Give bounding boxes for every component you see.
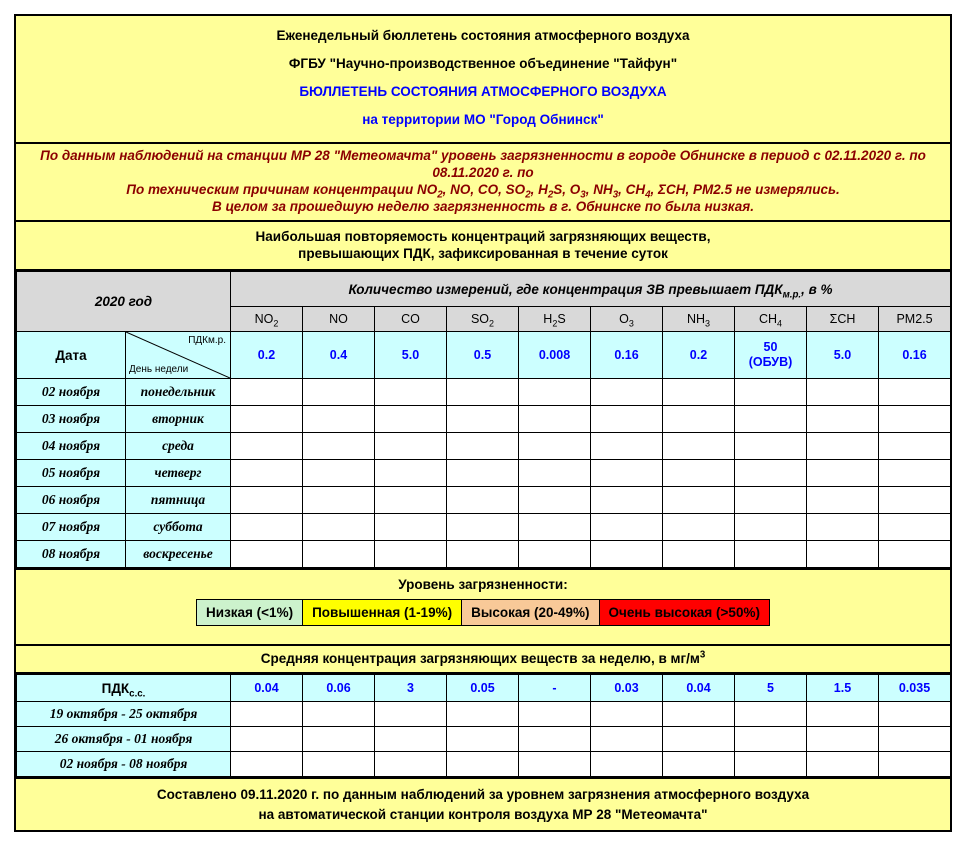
measurement-cell [879, 514, 951, 541]
weekly-average-cell [807, 752, 879, 777]
pdk-ss-value-no: 0.06 [303, 675, 375, 702]
weekly-average-title: Средняя концентрация загрязняющих веществ за неделю, в $мг/м^3$ [16, 646, 950, 674]
measurement-cell [879, 406, 951, 433]
measurement-count-header: Количество измерений, где концентрация ЗВ превышает $ПДК_{м.р.}$, в % [231, 272, 951, 307]
weekly-average-cell [303, 702, 375, 727]
weekly-average-cell [879, 702, 951, 727]
measurement-cell [519, 541, 591, 568]
measurement-cell [447, 487, 519, 514]
measurement-cell [231, 460, 303, 487]
weekly-average-cell [807, 727, 879, 752]
measurement-cell [735, 514, 807, 541]
measurement-cell [375, 433, 447, 460]
measurement-cell [519, 379, 591, 406]
measurement-cell [303, 541, 375, 568]
pdk-ss-row [17, 675, 951, 702]
pdk-mr-value-no: 0.4 [303, 332, 375, 379]
pdk-ss-value-no2: 0.04 [231, 675, 303, 702]
column-header-sch: ΣCH [807, 307, 879, 332]
pdk-ss-value-pm25: 0.035 [879, 675, 951, 702]
measurement-cell [519, 460, 591, 487]
measurement-cell [375, 541, 447, 568]
measurement-cell [591, 379, 663, 406]
measurement-cell [663, 487, 735, 514]
pdk-mr-value-ch4: 50 (ОБУВ) [735, 332, 807, 379]
measurement-cell [807, 514, 879, 541]
column-header-nh3: $NH_3$ [663, 307, 735, 332]
week-range: 02 ноября - 08 ноября [17, 752, 231, 777]
weekly-average-cell [591, 752, 663, 777]
pdk-mr-value-o3: 0.16 [591, 332, 663, 379]
notice-technical-line: По техническим причинам концентрации $NO_2$, NO, CO, $SO_2$, $H_2S$, $O_3$, $NH_3$, $CH_4$, ΣCH, PM2.5 не измерялись. [126, 182, 840, 201]
measurement-cell [231, 487, 303, 514]
weekly-average-cell [519, 752, 591, 777]
measurement-cell [591, 514, 663, 541]
weekly-average-table-wrapper [16, 674, 950, 779]
pdk-ss-label: $ПДК_{с.с.}$ [17, 675, 231, 702]
header-line-organization: ФГБУ "Научно-производственное объединение "Тайфун" [288, 56, 678, 71]
weekly-average-cell [375, 702, 447, 727]
column-header-ch4: $CH_4$ [735, 307, 807, 332]
measurement-cell [591, 541, 663, 568]
pdk-mr-value-pm25: 0.16 [879, 332, 951, 379]
weekly-average-cell [807, 702, 879, 727]
year-header-cell: 2020 год [17, 272, 231, 332]
measurement-cell [807, 433, 879, 460]
weekly-average-cell [879, 752, 951, 777]
weekly-average-cell [303, 727, 375, 752]
day-weekday: вторник [126, 406, 231, 433]
measurement-cell [231, 541, 303, 568]
exceedance-table [16, 271, 951, 568]
measurement-cell [807, 541, 879, 568]
week-row [17, 702, 951, 727]
pdk-mr-value-sch: 5.0 [807, 332, 879, 379]
weekly-average-table [16, 674, 951, 777]
pdk-ss-value-nh3: 0.04 [663, 675, 735, 702]
weekly-average-cell [447, 702, 519, 727]
pdk-mr-value-so2: 0.5 [447, 332, 519, 379]
measurement-cell [591, 406, 663, 433]
weekly-average-cell [519, 702, 591, 727]
exceedance-table-wrapper [16, 271, 950, 570]
day-row [17, 541, 951, 568]
legend-item-low: Низкая (<1%) [196, 599, 303, 626]
day-weekday: четверг [126, 460, 231, 487]
measurement-cell [663, 514, 735, 541]
weekly-average-cell [231, 752, 303, 777]
column-header-o3: $O_3$ [591, 307, 663, 332]
measurement-cell [591, 460, 663, 487]
measurement-cell [879, 487, 951, 514]
column-header-no: NO [303, 307, 375, 332]
measurement-cell [303, 514, 375, 541]
measurement-cell [591, 433, 663, 460]
day-row [17, 460, 951, 487]
day-date: 02 ноября [17, 379, 126, 406]
weekly-average-cell [375, 727, 447, 752]
weekly-average-cell [735, 727, 807, 752]
weekly-average-cell [447, 727, 519, 752]
day-weekday: среда [126, 433, 231, 460]
day-row [17, 433, 951, 460]
weekly-average-cell [231, 702, 303, 727]
measurement-cell [303, 487, 375, 514]
measurement-cell [519, 433, 591, 460]
pdk-ss-value-h2s: - [519, 675, 591, 702]
measurement-cell [735, 460, 807, 487]
weekly-average-cell [879, 727, 951, 752]
footer-line1: Составлено 09.11.2020 г. по данным наблюдений за уровнем загрязнения атмосферного воздуха [156, 787, 810, 802]
day-date: 05 ноября [17, 460, 126, 487]
measurement-cell [663, 433, 735, 460]
diag-pdk-mr-label: ПДКм.р. [188, 335, 226, 346]
measurement-cell [303, 406, 375, 433]
exceedance-table-title [16, 222, 950, 271]
measurement-cell [231, 406, 303, 433]
measurement-cell [231, 514, 303, 541]
measurement-cell [735, 406, 807, 433]
week-row [17, 727, 951, 752]
legend-title: Уровень загрязненности: [398, 577, 568, 592]
week-row [17, 752, 951, 777]
pdk-mr-value-no2: 0.2 [231, 332, 303, 379]
measurement-cell [663, 541, 735, 568]
measurement-cell [735, 433, 807, 460]
measurement-cell [807, 406, 879, 433]
day-rows-body [17, 379, 951, 568]
measurement-cell [303, 379, 375, 406]
legend-item-elevated: Повышенная (1-19%) [302, 599, 462, 626]
weekly-average-cell [519, 727, 591, 752]
day-row [17, 514, 951, 541]
day-date: 04 ноября [17, 433, 126, 460]
weekly-average-cell [303, 752, 375, 777]
weekly-average-cell [735, 752, 807, 777]
column-header-co: CO [375, 307, 447, 332]
pollution-legend [16, 570, 950, 646]
column-header-so2: $SO_2$ [447, 307, 519, 332]
weekly-average-cell [663, 727, 735, 752]
measurement-cell [447, 514, 519, 541]
header-line-territory: на территории МО "Город Обнинск" [362, 112, 604, 127]
observation-notice [16, 144, 950, 222]
diagonal-split-cell [126, 332, 231, 379]
day-date: 06 ноября [17, 487, 126, 514]
column-header-pm25: PM2.5 [879, 307, 951, 332]
measurement-cell [447, 541, 519, 568]
weekly-average-cell [663, 752, 735, 777]
exceedance-title-line1: Наибольшая повторяемость концентраций загрязняющих веществ, [255, 229, 711, 244]
measurement-cell [807, 460, 879, 487]
measurement-cell [879, 541, 951, 568]
pdk-ss-value-so2: 0.05 [447, 675, 519, 702]
header-line-bulletin-title: БЮЛЛЕТЕНЬ СОСТОЯНИЯ АТМОСФЕРНОГО ВОЗДУХА [299, 84, 667, 99]
measurement-cell [807, 379, 879, 406]
measurement-cell [663, 406, 735, 433]
measurement-cell [447, 460, 519, 487]
day-date: 03 ноября [17, 406, 126, 433]
measurement-cell [735, 487, 807, 514]
measurement-cell [663, 379, 735, 406]
measurement-cell [879, 460, 951, 487]
pdk-mr-value-co: 5.0 [375, 332, 447, 379]
measurement-cell [519, 514, 591, 541]
day-weekday: понедельник [126, 379, 231, 406]
measurement-cell [735, 379, 807, 406]
measurement-cell [303, 433, 375, 460]
measurement-cell [303, 460, 375, 487]
measurement-cell [447, 379, 519, 406]
measurement-cell [519, 487, 591, 514]
weekly-average-cell [375, 752, 447, 777]
weekly-average-cell [447, 752, 519, 777]
notice-summary-line: В целом за прошедшую неделю загрязненность в г. Обнинске по была низкая. [211, 199, 755, 214]
week-rows-body [17, 702, 951, 777]
day-row [17, 487, 951, 514]
week-range: 19 октября - 25 октября [17, 702, 231, 727]
weekly-average-cell [591, 727, 663, 752]
header-line-weekly-bulletin: Еженедельный бюллетень состояния атмосферного воздуха [276, 28, 690, 43]
measurement-cell [735, 541, 807, 568]
legend-item-very-high: Очень высокая (>50%) [599, 599, 770, 626]
measurement-cell [375, 460, 447, 487]
day-weekday: пятница [126, 487, 231, 514]
weekly-average-cell [735, 702, 807, 727]
notice-period-line: По данным наблюдений на станции МР 28 "Метеомачта" уровень загрязненности в городе Обнинске в период с 02.11.2020 г. по 08.11.2020 г. по [40, 148, 926, 180]
measurement-cell [447, 406, 519, 433]
pdk-ss-value-sch: 1.5 [807, 675, 879, 702]
measurement-cell [807, 487, 879, 514]
document-header [16, 16, 950, 144]
week-range: 26 октября - 01 ноября [17, 727, 231, 752]
measurement-cell [447, 433, 519, 460]
pdk-ss-value-co: 3 [375, 675, 447, 702]
weekly-average-cell [231, 727, 303, 752]
measurement-cell [231, 379, 303, 406]
column-header-no2: $NO_2$ [231, 307, 303, 332]
day-date: 08 ноября [17, 541, 126, 568]
date-column-label: Дата [17, 332, 126, 379]
pdk-ss-value-ch4: 5 [735, 675, 807, 702]
measurement-cell [231, 433, 303, 460]
document-footer [16, 779, 950, 830]
column-header-h2s: $H_2S$ [519, 307, 591, 332]
legend-row [16, 599, 950, 626]
weekly-average-cell [663, 702, 735, 727]
legend-item-high: Высокая (20-49%) [461, 599, 599, 626]
footer-line2: на автоматической станции контроля воздуха МР 28 "Метеомачта" [258, 807, 708, 822]
day-row [17, 406, 951, 433]
measurement-cell [879, 433, 951, 460]
measurement-cell [375, 487, 447, 514]
day-row [17, 379, 951, 406]
pdk-mr-value-nh3: 0.2 [663, 332, 735, 379]
measurement-cell [663, 460, 735, 487]
measurement-cell [375, 514, 447, 541]
pdk-mr-value-h2s: 0.008 [519, 332, 591, 379]
measurement-cell [879, 379, 951, 406]
pdk-mr-row [17, 332, 951, 379]
measurement-cell [375, 406, 447, 433]
day-weekday: суббота [126, 514, 231, 541]
weekly-average-cell [591, 702, 663, 727]
exceedance-title-line2: превышающих ПДК, зафиксированная в течение суток [298, 246, 668, 261]
bulletin-document [14, 14, 952, 832]
pdk-ss-value-o3: 0.03 [591, 675, 663, 702]
measurement-cell [591, 487, 663, 514]
diag-weekday-label: День недели [129, 364, 189, 375]
day-date: 07 ноября [17, 514, 126, 541]
day-weekday: воскресенье [126, 541, 231, 568]
measurement-cell [519, 406, 591, 433]
measurement-cell [375, 379, 447, 406]
